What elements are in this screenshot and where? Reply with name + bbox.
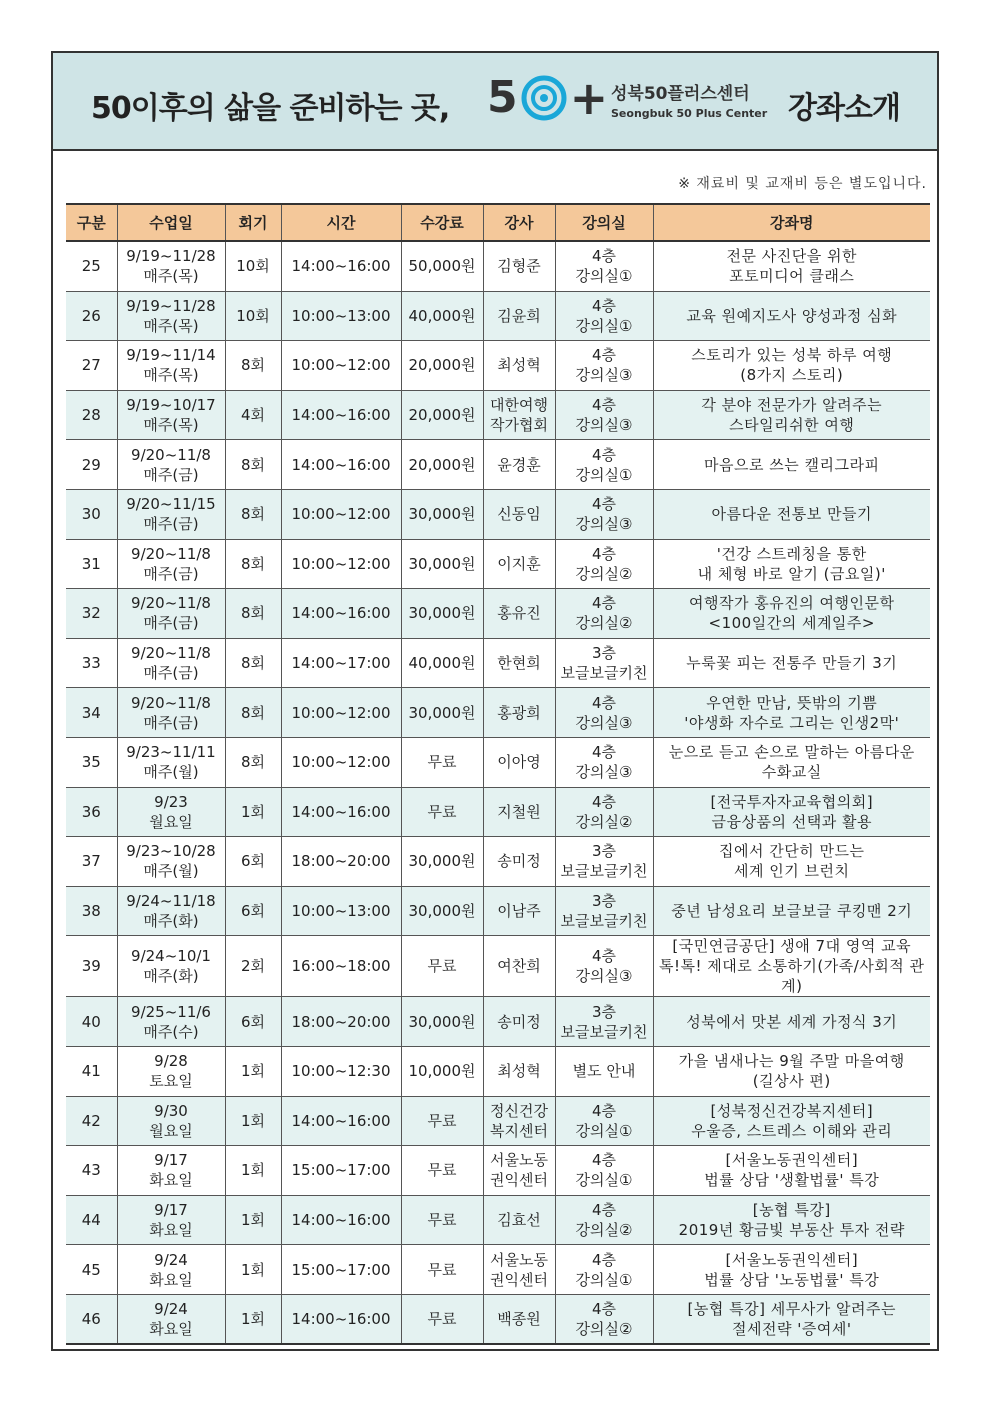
cell-instructor: 송미정: [483, 837, 555, 887]
cell-dates: 9/19~11/28 매주(목): [117, 241, 225, 291]
logo-name-korean: 성북50플러스센터: [611, 84, 750, 104]
cell-dates: 9/23 월요일: [117, 787, 225, 837]
cell-time: 10:00~12:30: [281, 1046, 401, 1096]
cell-dates: 9/30 월요일: [117, 1096, 225, 1146]
cell-no: 29: [66, 440, 117, 490]
center-logo: [487, 73, 608, 123]
cell-course-title: 전문 사진단을 위한 포토미디어 클래스: [653, 241, 930, 291]
table-row: [66, 341, 930, 391]
cell-instructor: 한현희: [483, 638, 555, 688]
cell-course-title: 누룩꽃 피는 전통주 만들기 3기: [653, 638, 930, 688]
cell-time: 14:00~16:00: [281, 390, 401, 440]
cell-sessions: 1회: [225, 1245, 281, 1295]
cell-room: 3층 보글보글키친: [555, 638, 653, 688]
cell-instructor: 김형준: [483, 241, 555, 291]
cell-time: 18:00~20:00: [281, 997, 401, 1047]
cell-no: 44: [66, 1195, 117, 1245]
cell-dates: 9/20~11/8 매주(금): [117, 440, 225, 490]
cell-room: 별도 안내: [555, 1046, 653, 1096]
cell-time: 14:00~16:00: [281, 1195, 401, 1245]
table-row: [66, 1146, 930, 1196]
cell-sessions: 8회: [225, 638, 281, 688]
table-row: [66, 539, 930, 589]
cell-instructor: 이남주: [483, 886, 555, 936]
cell-sessions: 1회: [225, 787, 281, 837]
cell-room: 4층 강의실③: [555, 737, 653, 787]
cell-dates: 9/24~10/1 매주(화): [117, 936, 225, 997]
cell-dates: 9/23~10/28 매주(월): [117, 837, 225, 887]
cell-no: 46: [66, 1294, 117, 1344]
cell-time: 15:00~17:00: [281, 1146, 401, 1196]
cell-time: 10:00~12:00: [281, 737, 401, 787]
cell-sessions: 6회: [225, 837, 281, 887]
cell-dates: 9/19~11/14 매주(목): [117, 341, 225, 391]
cell-dates: 9/20~11/8 매주(금): [117, 539, 225, 589]
cell-time: 14:00~16:00: [281, 589, 401, 639]
header-time: 시간: [281, 204, 401, 241]
cell-dates: 9/20~11/8 매주(금): [117, 638, 225, 688]
cell-no: 41: [66, 1046, 117, 1096]
cell-instructor: 서울노동 권익센터: [483, 1146, 555, 1196]
cell-sessions: 8회: [225, 688, 281, 738]
cell-no: 35: [66, 737, 117, 787]
cell-instructor: 대한여행 작가협회: [483, 390, 555, 440]
cell-dates: 9/17 화요일: [117, 1146, 225, 1196]
cell-room: 4층 강의실②: [555, 539, 653, 589]
cell-instructor: 신동임: [483, 489, 555, 539]
cell-fee: 20,000원: [401, 341, 483, 391]
cell-no: 33: [66, 638, 117, 688]
cell-fee: 40,000원: [401, 291, 483, 341]
logo-text: [611, 79, 767, 120]
cell-time: 14:00~16:00: [281, 787, 401, 837]
cell-time: 16:00~18:00: [281, 936, 401, 997]
cell-time: 14:00~16:00: [281, 1294, 401, 1344]
cell-course-title: 각 분야 전문가가 알려주는 스타일리쉬한 여행: [653, 390, 930, 440]
cell-course-title: [농협 특강] 세무사가 알려주는 절세전략 '증여세': [653, 1294, 930, 1344]
cell-instructor: 지철원: [483, 787, 555, 837]
cell-dates: 9/20~11/8 매주(금): [117, 589, 225, 639]
cell-no: 38: [66, 886, 117, 936]
table-row: [66, 1096, 930, 1146]
cell-fee: 30,000원: [401, 997, 483, 1047]
cell-no: 36: [66, 787, 117, 837]
cell-time: 10:00~12:00: [281, 539, 401, 589]
cell-room: 3층 보글보글키친: [555, 886, 653, 936]
cell-time: 10:00~13:00: [281, 886, 401, 936]
cell-fee: 30,000원: [401, 837, 483, 887]
cell-sessions: 8회: [225, 539, 281, 589]
header-fee: 수강료: [401, 204, 483, 241]
table-row: [66, 737, 930, 787]
logo-plus: +: [569, 71, 609, 125]
cell-sessions: 1회: [225, 1195, 281, 1245]
cell-time: 18:00~20:00: [281, 837, 401, 887]
cell-room: 4층 강의실①: [555, 1245, 653, 1295]
cell-room: 4층 강의실①: [555, 241, 653, 291]
cell-no: 25: [66, 241, 117, 291]
cell-room: 4층 강의실①: [555, 1096, 653, 1146]
cell-fee: 20,000원: [401, 390, 483, 440]
cell-room: 3층 보글보글키친: [555, 997, 653, 1047]
header-instructor: 강사: [483, 204, 555, 241]
banner-title: 강좌소개: [788, 91, 900, 126]
cell-room: 4층 강의실②: [555, 1294, 653, 1344]
table-row: [66, 390, 930, 440]
cell-no: 28: [66, 390, 117, 440]
cell-course-title: [서울노동권익센터] 법률 상담 '노동법률' 특강: [653, 1245, 930, 1295]
table-row: [66, 1294, 930, 1344]
table-row: [66, 241, 930, 291]
cell-instructor: 홍광희: [483, 688, 555, 738]
cell-room: 4층 강의실③: [555, 390, 653, 440]
cell-course-title: 스토리가 있는 성북 하루 여행 (8가지 스토리): [653, 341, 930, 391]
header-sessions: 회기: [225, 204, 281, 241]
cell-instructor: 윤경훈: [483, 440, 555, 490]
cell-course-title: 성북에서 맛본 세계 가정식 3기: [653, 997, 930, 1047]
cell-fee: 30,000원: [401, 589, 483, 639]
table-header-row: [66, 204, 930, 241]
cell-instructor: 최성혁: [483, 341, 555, 391]
cell-fee: 30,000원: [401, 539, 483, 589]
cell-course-title: [서울노동권익센터] 법률 상담 '생활법률' 특강: [653, 1146, 930, 1196]
cell-room: 4층 강의실②: [555, 589, 653, 639]
cell-time: 10:00~13:00: [281, 291, 401, 341]
course-table: [66, 203, 930, 1345]
cell-room: 4층 강의실①: [555, 1146, 653, 1196]
cell-no: 31: [66, 539, 117, 589]
cell-time: 10:00~12:00: [281, 489, 401, 539]
cell-room: 4층 강의실②: [555, 1195, 653, 1245]
cell-dates: 9/20~11/15 매주(금): [117, 489, 225, 539]
cell-no: 34: [66, 688, 117, 738]
banner-slogan: 50이후의 삶을 준비하는 곳,: [91, 91, 450, 126]
cell-fee: 무료: [401, 1096, 483, 1146]
cell-fee: 40,000원: [401, 638, 483, 688]
cell-course-title: 집에서 간단히 만드는 세계 인기 브런치: [653, 837, 930, 887]
table-row: [66, 440, 930, 490]
cell-instructor: 이아영: [483, 737, 555, 787]
cell-no: 39: [66, 936, 117, 997]
cell-instructor: 송미정: [483, 997, 555, 1047]
cell-fee: 30,000원: [401, 886, 483, 936]
cell-no: 27: [66, 341, 117, 391]
cell-sessions: 8회: [225, 440, 281, 490]
cell-sessions: 1회: [225, 1046, 281, 1096]
cell-fee: 30,000원: [401, 688, 483, 738]
cell-fee: 무료: [401, 737, 483, 787]
cell-no: 45: [66, 1245, 117, 1295]
cell-sessions: 1회: [225, 1096, 281, 1146]
cell-dates: 9/17 화요일: [117, 1195, 225, 1245]
cell-time: 14:00~17:00: [281, 638, 401, 688]
cell-sessions: 10회: [225, 241, 281, 291]
cell-fee: 30,000원: [401, 489, 483, 539]
page-frame: [51, 51, 939, 1351]
cell-course-title: 중년 남성요리 보글보글 쿠킹맨 2기: [653, 886, 930, 936]
cell-fee: 10,000원: [401, 1046, 483, 1096]
cell-fee: 50,000원: [401, 241, 483, 291]
cell-instructor: 이지훈: [483, 539, 555, 589]
table-row: [66, 787, 930, 837]
cell-dates: 9/24~11/18 매주(화): [117, 886, 225, 936]
table-row: [66, 886, 930, 936]
cell-dates: 9/24 화요일: [117, 1294, 225, 1344]
cell-time: 10:00~12:00: [281, 341, 401, 391]
cell-sessions: 8회: [225, 341, 281, 391]
cell-dates: 9/28 토요일: [117, 1046, 225, 1096]
table-row: [66, 1046, 930, 1096]
cell-dates: 9/25~11/6 매주(수): [117, 997, 225, 1047]
cell-course-title: 아름다운 전통보 만들기: [653, 489, 930, 539]
cell-time: 14:00~16:00: [281, 1096, 401, 1146]
cell-dates: 9/23~11/11 매주(월): [117, 737, 225, 787]
cell-room: 3층 보글보글키친: [555, 837, 653, 887]
logo-name-english: Seongbuk 50 Plus Center: [611, 107, 768, 120]
cell-course-title: 눈으로 듣고 손으로 말하는 아름다운 수화교실: [653, 737, 930, 787]
cell-course-title: [전국투자자교육협의회] 금융상품의 선택과 활용: [653, 787, 930, 837]
table-row: [66, 1245, 930, 1295]
cell-instructor: 서울노동 권익센터: [483, 1245, 555, 1295]
cell-course-title: 여행작가 홍유진의 여행인문학 <100일간의 세계일주>: [653, 589, 930, 639]
header-course-title: 강좌명: [653, 204, 930, 241]
cell-no: 42: [66, 1096, 117, 1146]
cell-instructor: 김윤희: [483, 291, 555, 341]
header-room: 강의실: [555, 204, 653, 241]
cell-course-title: 가을 냄새나는 9월 주말 마을여행 (길상사 편): [653, 1046, 930, 1096]
cell-sessions: 4회: [225, 390, 281, 440]
cell-instructor: 홍유진: [483, 589, 555, 639]
cell-time: 14:00~16:00: [281, 440, 401, 490]
banner: [53, 53, 937, 151]
table-row: [66, 997, 930, 1047]
cell-course-title: [국민연금공단] 생애 7대 영역 교육 톡!톡! 제대로 소통하기(가족/사회적 관계): [653, 936, 930, 997]
cell-sessions: 6회: [225, 886, 281, 936]
logo-five: 5: [487, 72, 518, 123]
cell-sessions: 10회: [225, 291, 281, 341]
cell-fee: 20,000원: [401, 440, 483, 490]
cell-no: 26: [66, 291, 117, 341]
cell-no: 32: [66, 589, 117, 639]
cell-sessions: 8회: [225, 489, 281, 539]
cell-sessions: 6회: [225, 997, 281, 1047]
header-no: 구분: [66, 204, 117, 241]
cell-sessions: 1회: [225, 1294, 281, 1344]
cell-sessions: 8회: [225, 737, 281, 787]
cell-sessions: 8회: [225, 589, 281, 639]
table-row: [66, 489, 930, 539]
cell-room: 4층 강의실③: [555, 688, 653, 738]
cell-course-title: 교육 원예지도사 양성과정 심화: [653, 291, 930, 341]
cell-fee: 무료: [401, 1146, 483, 1196]
cell-room: 4층 강의실③: [555, 489, 653, 539]
cell-course-title: 우연한 만남, 뜻밖의 기쁨 '야생화 자수로 그리는 인생2막': [653, 688, 930, 738]
table-row: [66, 837, 930, 887]
cell-fee: 무료: [401, 1294, 483, 1344]
cell-instructor: 여찬희: [483, 936, 555, 997]
cell-room: 4층 강의실②: [555, 787, 653, 837]
cell-time: 10:00~12:00: [281, 688, 401, 738]
cell-sessions: 2회: [225, 936, 281, 997]
table-row: [66, 1195, 930, 1245]
cell-room: 4층 강의실③: [555, 936, 653, 997]
cell-instructor: 정신건강 복지센터: [483, 1096, 555, 1146]
table-row: [66, 936, 930, 997]
cell-sessions: 1회: [225, 1146, 281, 1196]
cell-course-title: '건강 스트레칭을 통한 내 체형 바로 알기 (금요일)': [653, 539, 930, 589]
cell-time: 15:00~17:00: [281, 1245, 401, 1295]
cell-fee: 무료: [401, 936, 483, 997]
cell-no: 43: [66, 1146, 117, 1196]
table-row: [66, 589, 930, 639]
cell-course-title: 마음으로 쓰는 캘리그라피: [653, 440, 930, 490]
cell-dates: 9/24 화요일: [117, 1245, 225, 1295]
cell-course-title: [성북정신건강복지센터] 우울증, 스트레스 이해와 관리: [653, 1096, 930, 1146]
cell-time: 14:00~16:00: [281, 241, 401, 291]
table-row: [66, 688, 930, 738]
cell-no: 37: [66, 837, 117, 887]
cell-fee: 무료: [401, 1245, 483, 1295]
cell-room: 4층 강의실①: [555, 291, 653, 341]
cell-instructor: 김효선: [483, 1195, 555, 1245]
cell-dates: 9/19~11/28 매주(목): [117, 291, 225, 341]
cell-room: 4층 강의실③: [555, 341, 653, 391]
cell-room: 4층 강의실①: [555, 440, 653, 490]
cell-no: 40: [66, 997, 117, 1047]
cell-fee: 무료: [401, 1195, 483, 1245]
cell-course-title: [농협 특강] 2019년 황금빛 부동산 투자 전략: [653, 1195, 930, 1245]
cell-instructor: 백종원: [483, 1294, 555, 1344]
cell-no: 30: [66, 489, 117, 539]
table-row: [66, 291, 930, 341]
cell-dates: 9/20~11/8 매주(금): [117, 688, 225, 738]
cell-dates: 9/19~10/17 매주(목): [117, 390, 225, 440]
cell-fee: 무료: [401, 787, 483, 837]
table-row: [66, 638, 930, 688]
header-dates: 수업일: [117, 204, 225, 241]
cell-instructor: 최성혁: [483, 1046, 555, 1096]
logo-ring-icon: [520, 74, 568, 122]
fee-note: ※ 재료비 및 교재비 등은 별도입니다.: [678, 176, 927, 192]
